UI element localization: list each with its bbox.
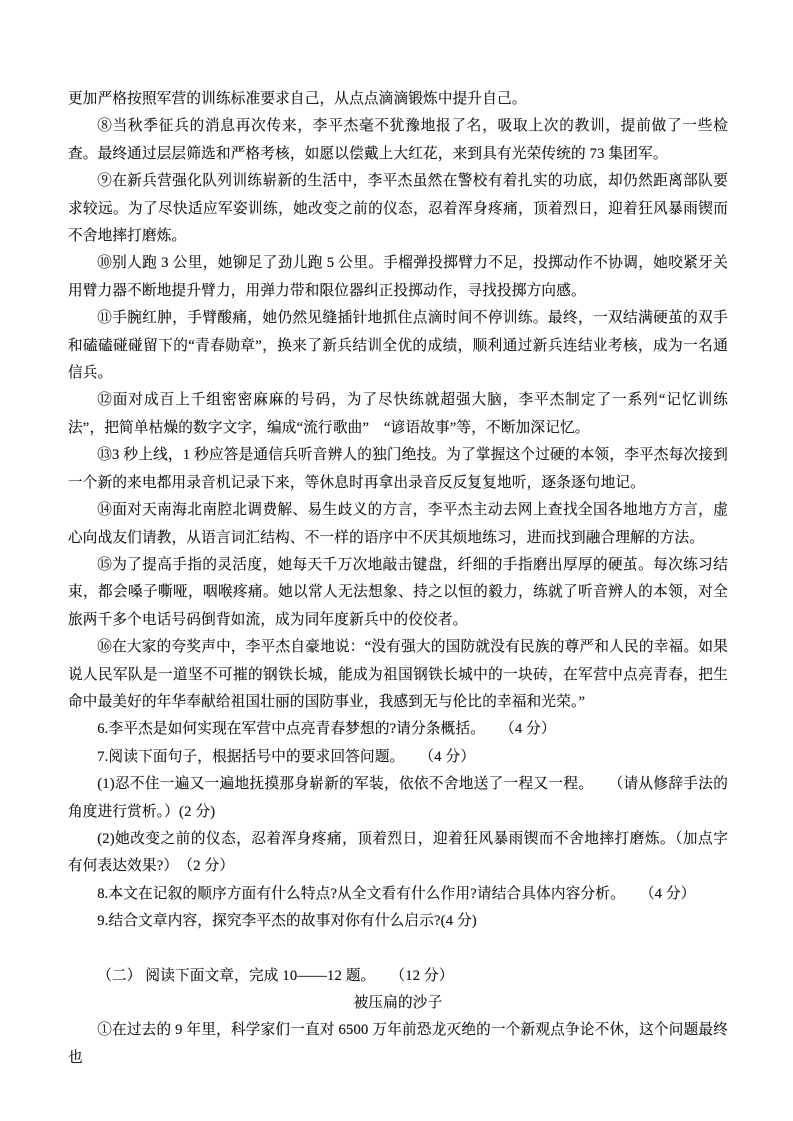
question-6: 6.李平杰是如何实现在军营中点亮青春梦想的?请分条概括。 （4 分） [97,721,556,738]
article-paragraph-16: ⑯在大家的夸奖声中，李平杰自豪地说：“没有强大的国防就没有民族的尊严和人民的幸福。如果说人民军队是一道坚不可摧的钢铁长城，能成为祖国钢铁长城中的一块砖，在军营中点亮青春，把生命中最美好的年华奉献给祖国壮丽的国防事业，我感到无与伦比的幸福和光荣。” [68,639,728,710]
article-paragraph-8: ⑧当秋季征兵的消息再次传来，李平杰毫不犹豫地报了名，吸取上次的教训，提前做了一些检查。最终通过层层筛选和严格考核，如愿以偿戴上大红花，来到具有光荣传统的 73 集团军。 [68,118,728,162]
question-7: 7.阅读下面句子，根据括号中的要求回答问题。 （4 分） [97,748,476,765]
article-paragraph-12: ⑫面对成百上千组密密麻麻的号码，为了尽快练就超强大脑，李平杰制定了一系列“记忆训练法”，把简单枯燥的数字文字，编成“流行歌曲” “谚语故事”等，不断加深记忆。 [68,392,728,436]
paragraph-continuation: 更加严格按照军营的训练标准要求自己，从点点滴滴锻炼中提升自己。 [68,91,527,107]
text-block [68,86,728,1072]
question-9: 9.结合文章内容，探究李平杰的故事对你有什么启示?(4 分) [97,913,477,930]
article-paragraph-14: ⑭面对天南海北南腔北调费解、易生歧义的方言，李平杰主动去网上查找全国各地地方方言，虚心向战友们请教，从语言词汇结构、不一样的语序中不厌其烦地练习，进而找到融合理解的方法。 [68,502,728,546]
article-title: 被压扁的沙子 [353,995,443,1011]
article2-paragraph-1: ①在过去的 9 年里，科学家们一直对 6500 万年前恐龙灭绝的一个新观点争论不休，这个问题最终也 [68,1022,728,1066]
question-7-2: (2)她改变之前的仪态，忍着浑身疼痛，顶着烈日，迎着狂风暴雨锲而不舍地摔打磨炼。（加点字有何表达效果?） （2 分） [68,830,728,875]
section2-header: （二） 阅读下面文章，完成 10——12 题。 （12 分） [97,967,454,984]
article-paragraph-11: ⑪手腕红肿，手臂酸痛，她仍然见缝插针地抓住点滴时间不停训练。最终，一双结满硬茧的双手和磕磕碰碰留下的“青春勋章”，换来了新兵结训全优的成绩，顺利通过新兵连结业考核，成为一名通信兵。 [68,310,728,382]
article-paragraph-10: ⑩别人跑 3 公里，她铆足了劲儿跑 5 公里。手榴弹投掷臂力不足，投掷动作不协调，她咬紧牙关用臂力器不断地提升臂力，用弹力带和限位器纠正投掷动作，寻找投掷方向感。 [68,255,728,299]
question-8: 8.本文在记叙的顺序方面有什么特点?从全文看有什么作用?请结合具体内容分析。 （4 分） [97,885,696,902]
article-paragraph-13: ⑬3 秒上线，1 秒应答是通信兵听音辨人的独门绝技。为了掌握这个过硬的本领，李平杰每次接到一个新的来电都用录音机记录下来，等休息时再拿出录音反反复复地听，逐条逐句地记。 [68,447,728,491]
question-7-1: (1)忍不住一遍又一遍地抚摸那身崭新的军装，依依不舍地送了一程又一程。 （请从修辞手法的角度进行赏析。）(2 分) [68,776,728,820]
article-paragraph-9: ⑨在新兵营强化队列训练崭新的生活中，李平杰虽然在警校有着扎实的功底，却仍然距离部队要求较远。为了尽快适应军姿训练，她改变之前的仪态，忍着浑身疼痛，顶着烈日，迎着狂风暴雨锲而不舍地摔打磨炼。 [68,173,728,245]
article-paragraph-15: ⑮为了提高手指的灵活度，她每天千万次地敲击键盘，纤细的手指磨出厚厚的硬茧。每次练习结束，都会嗓子嘶哑，咽喉疼痛。她以常人无法想象、持之以恒的毅力，练就了听音辨人的本领，对全旅两千多个电话号码倒背如流，成为同年度新兵中的佼佼者。 [68,556,728,628]
